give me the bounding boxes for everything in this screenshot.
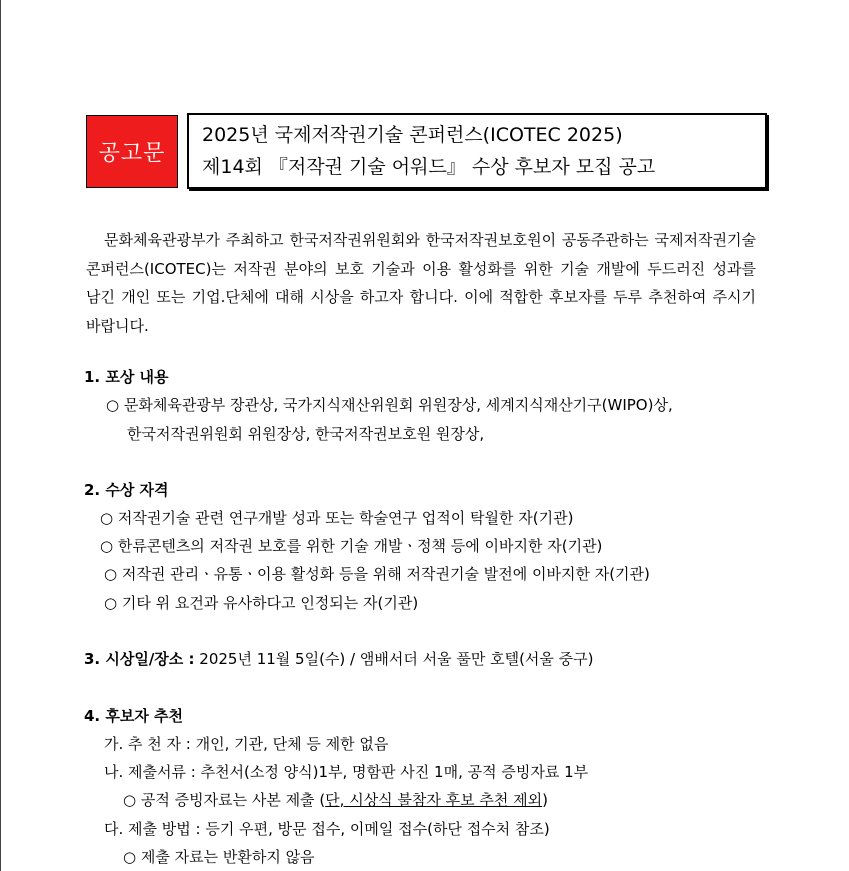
section-4-note-underlined: 단, 시상식 불참자 후보 추천 제외 [325, 791, 543, 809]
section-3-row [84, 649, 594, 669]
section-4-item-b: 나. 제출서류 : 추천서(소정 양식)1부, 명함판 사진 1매, 공적 증빙자료 1부 [104, 763, 589, 781]
section-3-heading: 3. 시상일/장소 : [84, 650, 195, 668]
section-1-item-line-2: 한국저작권위원회 위원장상, 한국저작권보호원 원장상, [127, 425, 485, 443]
section-4-item-c: 다. 제출 방법 : 등기 우편, 방문 접수, 이메일 접수(하단 접수처 참조) [104, 820, 550, 838]
section-2-item: ○ 한류콘텐츠의 저작권 보호를 위한 기술 개발ㆍ정책 등에 이바지한 자(기관) [100, 537, 603, 555]
section-2-item: ○ 저작권 관리ㆍ유통ㆍ이용 활성화 등을 위해 저작권기술 발전에 이바지한 자(기관) [104, 565, 650, 583]
section-2-item: ○ 저작권기술 관련 연구개발 성과 또는 학술연구 업적이 탁월한 자(기관) [100, 509, 574, 527]
section-4-note-prefix: ○ 공적 증빙자료는 사본 제출 ( [123, 791, 326, 809]
section-4-item-c-note: ○ 제출 자료는 반환하지 않음 [123, 848, 315, 866]
section-3-value: 2025년 11월 5일(수) / 앰배서더 서울 풀만 호텔(서울 중구) [194, 650, 594, 668]
section-1-heading: 1. 포상 내용 [84, 368, 169, 386]
notice-badge [86, 115, 178, 188]
section-4-item-b-note [123, 790, 548, 810]
intro-paragraph [86, 226, 756, 340]
section-4-heading: 4. 후보자 추천 [84, 707, 184, 725]
section-4-item-a: 가. 추 천 자 : 개인, 기관, 단체 등 제한 없음 [104, 735, 389, 753]
section-2-heading: 2. 수상 자격 [84, 481, 169, 499]
section-2-item: ○ 기타 위 요건과 유사하다고 인정되는 자(기관) [104, 594, 419, 612]
title-line-2: 제14회 『저작권 기술 어워드』 수상 후보자 모집 공고 [202, 156, 656, 178]
intro-text: 문화체육관광부가 주최하고 한국저작권위원회와 한국저작권보호원이 공동주관하는 국제저작권기술 콘퍼런스(ICOTEC)는 저작권 분야의 보호 기술과 이용 활성화를 위한 기술 개발에 두드러진 성과를 남긴 개인 또는 기업.단체에 대해 시상을 하고자 합니다. 이에 적합한 후보자를 두루 추천하여 주시기 바랍니다. [86, 231, 756, 335]
notice-badge-label: 공고문 [98, 141, 166, 166]
title-line-1: 2025년 국제저작권기술 콘퍼런스(ICOTEC 2025) [202, 124, 623, 146]
title-box [187, 113, 767, 189]
section-4-note-suffix: ) [542, 791, 549, 809]
section-1-item-line-1: ○ 문화체육관광부 장관상, 국가지식재산위원회 위원장상, 세계지식재산기구(WIPO)상, [106, 396, 673, 414]
